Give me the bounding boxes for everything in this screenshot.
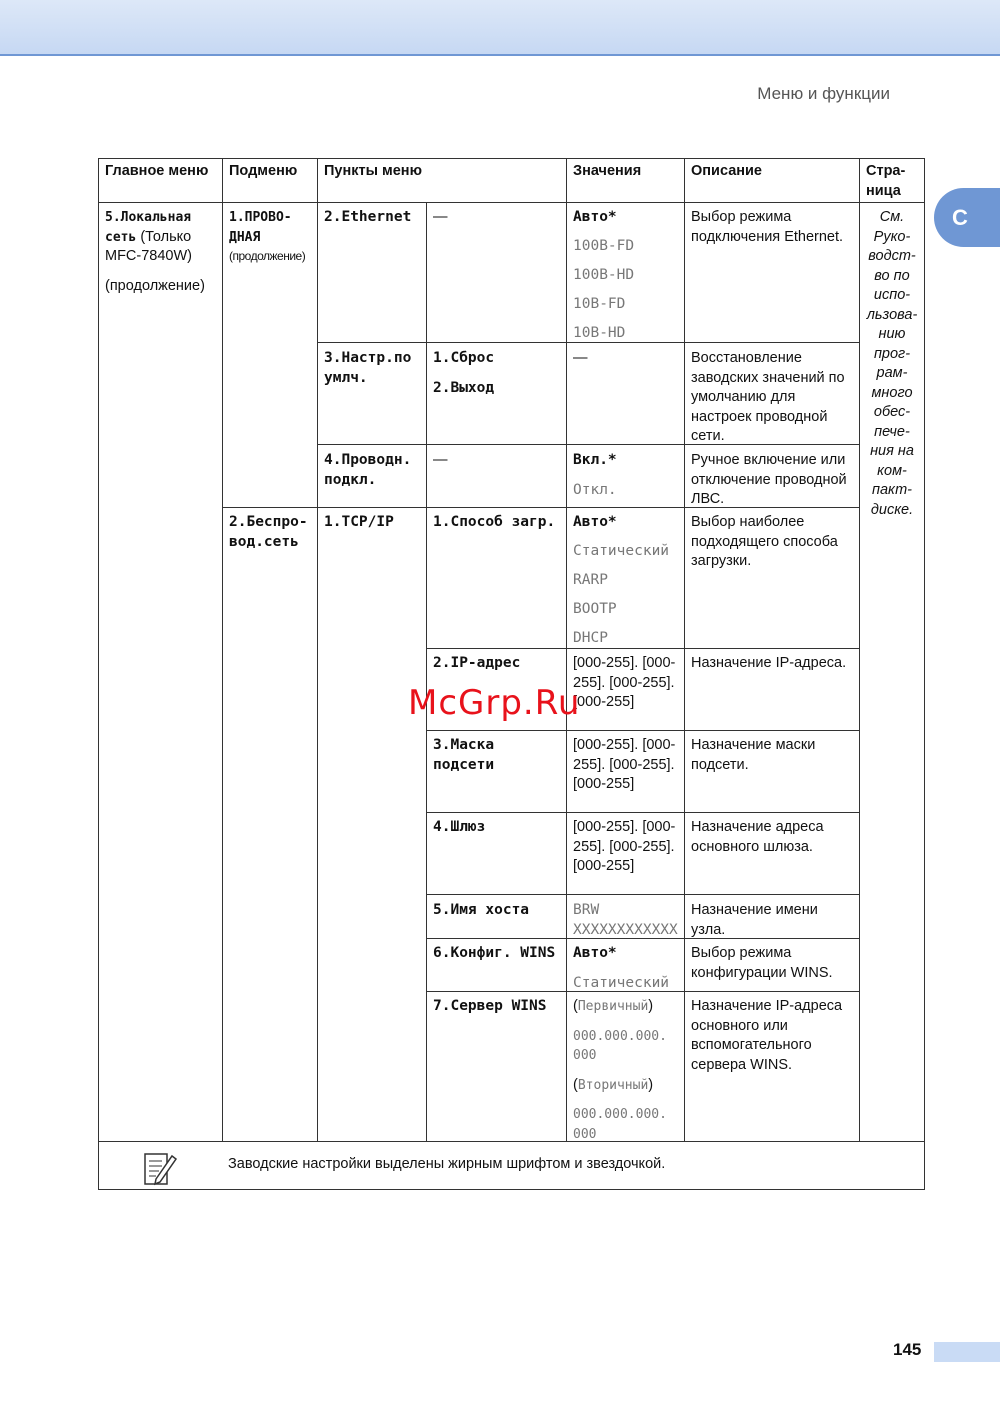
subitem-wins-server: 7.Сервер WINS (433, 998, 547, 1014)
value-option: XXXXXXXXXXXX (573, 921, 678, 938)
wins-config-values (567, 940, 684, 997)
value-option: 100B-HD (573, 267, 635, 283)
wins-secondary-label: Вторичный (577, 1077, 649, 1093)
subitem-host-name: 5.Имя хоста (433, 902, 530, 918)
value-option: 10B-FD (573, 296, 626, 312)
submenu-wireless: 2.Беспро-вод.сеть (229, 514, 308, 550)
main-menu-code: 5.Локальная сеть (105, 210, 192, 245)
ip-description: Назначение IP-адреса. (691, 655, 847, 671)
note-text: Заводские настройки выделены жирным шрифтом и звездочкой. (228, 1156, 666, 1172)
value-option: BRW (573, 902, 600, 918)
ip-values: [000-255]. [000-255]. [000-255]. [000-255] (573, 655, 676, 710)
main-menu-cell (99, 204, 222, 300)
mask-description: Назначение маски подсети. (691, 737, 816, 773)
value-option: 10B-HD (573, 325, 626, 341)
value-option: Статический (573, 543, 670, 559)
wins-primary-label: Первичный (577, 999, 649, 1014)
item-ethernet: 2.Ethernet (324, 209, 412, 225)
host-values (567, 897, 684, 944)
chapter-tab[interactable]: C (934, 188, 1000, 247)
value-option: Статический (573, 974, 670, 991)
wins-primary-address: 000.000.000. 000 (573, 1028, 667, 1063)
page-number: 145 (893, 1340, 922, 1359)
subitem-ip-address: 2.IP-адрес (433, 655, 521, 671)
mask-values: [000-255]. [000-255]. [000-255]. [000-255] (573, 737, 676, 792)
header-main-menu: Главное меню (105, 163, 209, 179)
subitem-boot-method: 1.Способ загр. (433, 514, 556, 530)
subitem-wins-config: 6.Конфиг. WINS (433, 945, 556, 961)
subitem-reset: 1.Сброс (433, 350, 495, 366)
defaults-dash: — (573, 350, 588, 366)
header-submenu: Подменю (229, 163, 298, 179)
value-option: Авто* (573, 945, 617, 961)
wired-dash: — (433, 452, 448, 468)
value-option: RARP (573, 572, 608, 588)
submenu-wired: 1.ПРОВО-ДНАЯ (229, 210, 292, 245)
wins-server-values: (Первичный) 000.000.000. 000 (Вторичный) 000.000.000. 000 (567, 993, 684, 1148)
item-defaults: 3.Настр.по умлч. (324, 350, 412, 386)
gateway-values: [000-255]. [000-255]. [000-255]. [000-255] (573, 819, 676, 874)
ethernet-values (567, 204, 684, 347)
page-header-title: Меню и функции (757, 84, 890, 103)
subitem-subnet-mask: 3.Маска подсети (433, 737, 495, 773)
wins-config-description: Выбор режима конфигурации WINS. (691, 945, 833, 981)
item-tcpip: 1.TCP/IP (324, 514, 394, 530)
subitem-gateway: 4.Шлюз (433, 819, 486, 835)
header-menu-items: Пункты меню (324, 163, 422, 179)
main-menu-continued: (продолжение) (105, 277, 205, 294)
value-option: Авто* (573, 514, 617, 530)
value-option: BOOTP (573, 601, 617, 617)
gateway-description: Назначение адреса основного шлюза. (691, 819, 824, 855)
item-wired-connection: 4.Проводн. подкл. (324, 452, 412, 488)
submenu-wired-continued: (продолжение) (229, 249, 306, 263)
value-option: DHCP (573, 630, 608, 646)
wired-description: Ручное включение или отключение проводной ЛВС. (691, 452, 847, 507)
header-description: Описание (691, 163, 762, 179)
subitem-exit: 2.Выход (433, 379, 495, 396)
ethernet-description: Выбор режима подключения Ethernet. (691, 209, 844, 245)
wins-secondary-address: 000.000.000. 000 (573, 1107, 667, 1142)
value-option: Вкл.* (573, 452, 617, 468)
defaults-description: Восстановление заводских значений по умолчанию для настроек проводной сети. (691, 350, 845, 444)
main-menu-model: (Только MFC-7840W) (105, 228, 193, 264)
header-page: Стра-ница (866, 163, 906, 199)
host-description: Назначение имени узла. (691, 902, 818, 938)
top-banner (0, 0, 1000, 56)
pencil-note-icon (142, 1150, 178, 1188)
value-option: Авто* (573, 209, 617, 225)
wired-values (567, 447, 684, 504)
page-number-tab (934, 1342, 1000, 1362)
wins-server-description: Назначение IP-адреса основного или вспомогательного сервера WINS. (691, 998, 843, 1073)
defaults-subitems (427, 345, 566, 402)
boot-description: Выбор наиболее подходящего способа загрузки. (691, 514, 838, 569)
header-values: Значения (573, 163, 642, 179)
submenu-wired-cell (223, 204, 317, 271)
value-option: Откл. (573, 481, 617, 498)
value-option: 100B-FD (573, 238, 635, 254)
boot-values (567, 509, 684, 652)
page-reference: См. Руко-водст-во по испо-льзова-нию прог-рам-много обес-пече-ния на ком-пакт-диске. (866, 209, 918, 518)
ethernet-dash: — (433, 209, 448, 225)
watermark: McGrp.Ru (408, 683, 581, 723)
